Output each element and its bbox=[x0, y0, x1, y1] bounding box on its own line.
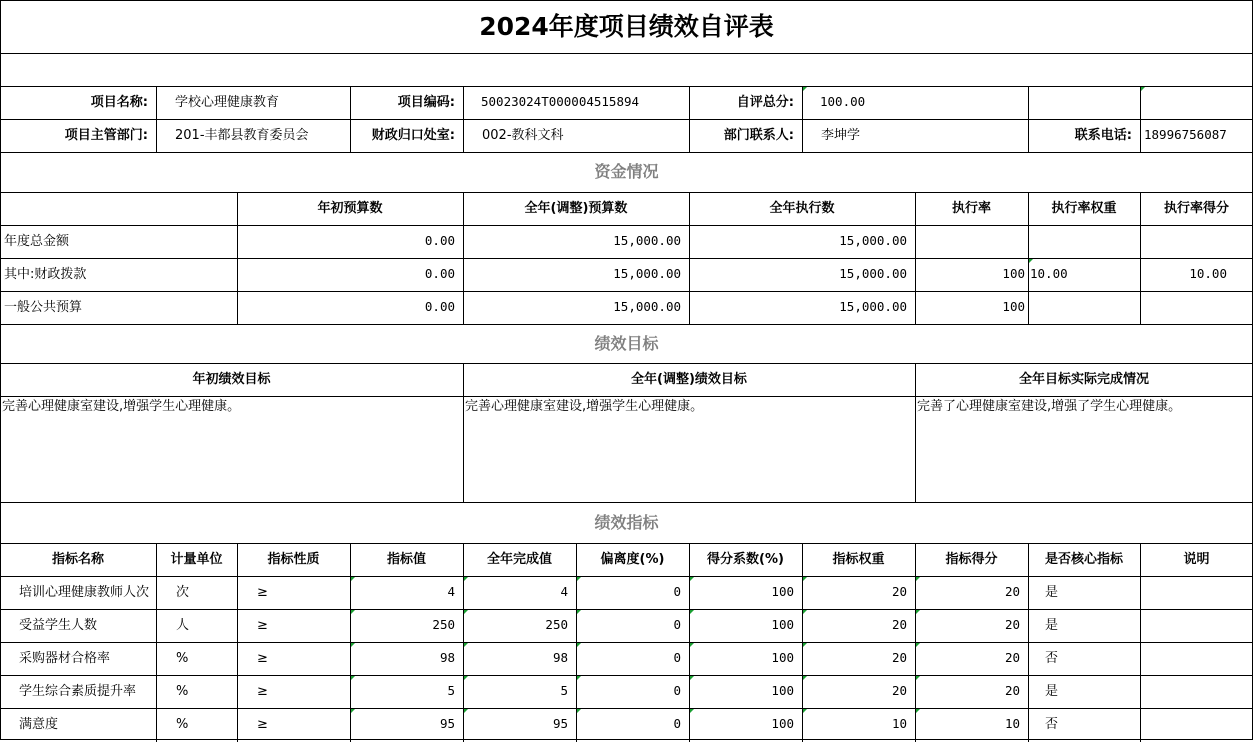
grid-line bbox=[689, 86, 690, 153]
indicator-actual[interactable]: 98 bbox=[552, 650, 568, 666]
grid-line bbox=[0, 258, 1253, 259]
cell-comment-marker bbox=[690, 577, 694, 581]
cell-comment-marker bbox=[351, 676, 355, 680]
grid-line bbox=[1140, 543, 1141, 742]
indicator-actual[interactable]: 5 bbox=[560, 683, 568, 699]
indicator-deviation[interactable]: 0 bbox=[673, 617, 681, 633]
grid-line bbox=[915, 192, 916, 325]
indicator-coefficient[interactable]: 100 bbox=[771, 716, 794, 732]
indicator-score[interactable]: 20 bbox=[1004, 584, 1020, 600]
indicator-deviation[interactable]: 0 bbox=[673, 584, 681, 600]
funds-weight[interactable] bbox=[1028, 225, 1140, 258]
funds-exec-rate[interactable] bbox=[915, 225, 1028, 258]
page-title: 2024年度项目绩效自评表 bbox=[479, 12, 774, 41]
cell-comment-marker bbox=[803, 610, 807, 614]
indicators-header: 全年完成值 bbox=[486, 552, 552, 567]
grid-line bbox=[689, 192, 690, 325]
grid-line bbox=[0, 0, 1253, 1]
funds-executed[interactable]: 15,000.00 bbox=[839, 266, 907, 282]
finance-office-label: 财政归口处室: bbox=[371, 128, 455, 143]
grid-line bbox=[463, 363, 464, 503]
project-name-label: 项目名称: bbox=[90, 95, 148, 110]
total-score-value[interactable]: 100.00 bbox=[820, 94, 866, 110]
indicator-name[interactable]: 培训心理健康教师人次 bbox=[19, 585, 150, 600]
funds-executed[interactable]: 15,000.00 bbox=[839, 233, 907, 249]
cell-comment-marker bbox=[803, 676, 807, 680]
indicator-coefficient[interactable]: 100 bbox=[771, 683, 794, 699]
indicator-target[interactable]: 250 bbox=[432, 617, 455, 633]
indicator-core[interactable]: 是 bbox=[1045, 585, 1059, 600]
grid-line bbox=[0, 152, 1253, 153]
funds-score[interactable]: 10.00 bbox=[1189, 266, 1227, 282]
indicator-actual[interactable]: 4 bbox=[560, 584, 568, 600]
phone-label: 联系电话: bbox=[1074, 128, 1132, 143]
cell-comment-marker bbox=[577, 676, 581, 680]
indicator-actual[interactable]: 95 bbox=[552, 716, 568, 732]
indicators-section-title: 绩效指标 bbox=[594, 512, 659, 532]
indicator-score[interactable]: 20 bbox=[1004, 650, 1020, 666]
indicator-name[interactable]: 满意度 bbox=[19, 717, 59, 732]
indicator-note[interactable] bbox=[1140, 576, 1253, 609]
cell-comment-marker bbox=[690, 643, 694, 647]
funds-header: 执行率 bbox=[951, 201, 991, 216]
indicators-header: 偏离度(%) bbox=[600, 552, 665, 567]
grid-line bbox=[0, 543, 1253, 544]
grid-line bbox=[0, 502, 1253, 503]
funds-header: 执行率得分 bbox=[1163, 201, 1229, 216]
funds-adjusted-budget[interactable]: 15,000.00 bbox=[613, 266, 681, 282]
grid-line bbox=[0, 363, 1253, 364]
cell-comment-marker bbox=[351, 709, 355, 713]
grid-line bbox=[0, 192, 1253, 193]
indicator-target[interactable]: 98 bbox=[439, 650, 455, 666]
contact-value[interactable]: 李坤学 bbox=[821, 128, 861, 143]
indicator-core[interactable]: 是 bbox=[1045, 618, 1059, 633]
initial-goal-text[interactable]: 完善心理健康室建设,增强学生心理健康。 bbox=[2, 399, 241, 414]
indicator-name[interactable]: 受益学生人数 bbox=[19, 618, 98, 633]
indicator-core[interactable]: 否 bbox=[1045, 651, 1059, 666]
indicator-score[interactable]: 10 bbox=[1004, 716, 1020, 732]
grid-line bbox=[0, 609, 1253, 610]
funds-initial-budget[interactable]: 0.00 bbox=[424, 266, 455, 282]
indicator-nature[interactable]: ≥ bbox=[257, 618, 268, 633]
indicators-header: 指标得分 bbox=[945, 552, 998, 567]
grid-line bbox=[0, 291, 1253, 292]
indicator-weight[interactable]: 20 bbox=[891, 617, 907, 633]
grid-line bbox=[1028, 543, 1029, 742]
indicators-header: 指标名称 bbox=[51, 552, 104, 567]
indicator-coefficient[interactable]: 100 bbox=[771, 584, 794, 600]
cell-comment-marker bbox=[916, 643, 920, 647]
funds-initial-budget[interactable]: 0.00 bbox=[424, 233, 455, 249]
indicator-target[interactable]: 5 bbox=[447, 683, 455, 699]
indicator-unit[interactable]: % bbox=[176, 717, 189, 732]
indicator-unit[interactable]: 人 bbox=[176, 618, 190, 633]
cell-comment-marker bbox=[577, 610, 581, 614]
cell-comment-marker bbox=[577, 577, 581, 581]
indicator-unit[interactable]: % bbox=[176, 651, 189, 666]
grid-line bbox=[0, 675, 1253, 676]
funds-section-title: 资金情况 bbox=[594, 162, 659, 181]
empty-cell[interactable] bbox=[1028, 86, 1140, 119]
indicator-nature[interactable]: ≥ bbox=[257, 684, 268, 699]
grid-line bbox=[0, 708, 1253, 709]
cell-comment-marker bbox=[690, 709, 694, 713]
cell-comment-marker bbox=[351, 610, 355, 614]
indicator-note[interactable] bbox=[1140, 708, 1253, 741]
goals-header: 全年(调整)绩效目标 bbox=[631, 372, 747, 387]
cell-comment-marker bbox=[1141, 87, 1145, 91]
grid-line bbox=[0, 396, 1253, 397]
adjusted-goal-text[interactable]: 完善心理健康室建设,增强学生心理健康。 bbox=[465, 399, 704, 414]
cell-comment-marker bbox=[916, 676, 920, 680]
grid-line bbox=[156, 86, 157, 153]
funds-adjusted-budget[interactable]: 15,000.00 bbox=[613, 299, 681, 315]
goals-section-title: 绩效目标 bbox=[594, 333, 659, 353]
indicator-deviation[interactable]: 0 bbox=[673, 683, 681, 699]
indicator-weight[interactable]: 20 bbox=[891, 650, 907, 666]
indicator-unit[interactable]: % bbox=[176, 684, 189, 699]
actual-goal-text[interactable]: 完善了心理健康室建设,增强了学生心理健康。 bbox=[917, 399, 1182, 414]
funds-score[interactable] bbox=[1140, 225, 1253, 258]
indicator-note[interactable] bbox=[1140, 609, 1253, 642]
cell-comment-marker bbox=[916, 610, 920, 614]
indicator-note[interactable] bbox=[1140, 642, 1253, 675]
indicator-deviation[interactable]: 0 bbox=[673, 650, 681, 666]
cell-comment-marker bbox=[803, 709, 807, 713]
funds-header: 年初预算数 bbox=[317, 201, 383, 216]
indicators-header: 计量单位 bbox=[170, 552, 223, 567]
funds-header-blank bbox=[0, 192, 237, 225]
funds-row-name: 一般公共预算 bbox=[4, 300, 83, 315]
indicator-actual[interactable]: 250 bbox=[545, 617, 568, 633]
cell-comment-marker bbox=[690, 610, 694, 614]
contact-label: 部门联系人: bbox=[723, 128, 794, 143]
indicator-nature[interactable]: ≥ bbox=[257, 717, 268, 732]
empty-cell[interactable] bbox=[1140, 86, 1253, 119]
grid-line bbox=[1140, 192, 1141, 325]
indicator-target[interactable]: 4 bbox=[447, 584, 455, 600]
funds-row-name: 年度总金额 bbox=[4, 234, 70, 249]
indicator-nature[interactable]: ≥ bbox=[257, 585, 268, 600]
cell-comment-marker bbox=[803, 87, 807, 91]
indicators-header: 指标值 bbox=[386, 552, 426, 567]
finance-office-value[interactable]: 002-教科文科 bbox=[482, 128, 564, 143]
grid-line bbox=[0, 642, 1253, 643]
funds-score[interactable] bbox=[1140, 291, 1253, 324]
indicator-score[interactable]: 20 bbox=[1004, 617, 1020, 633]
cell-comment-marker bbox=[577, 709, 581, 713]
cell-comment-marker bbox=[351, 577, 355, 581]
grid-line bbox=[0, 324, 1253, 325]
funds-weight[interactable]: 10.00 bbox=[1030, 266, 1068, 282]
indicator-core[interactable]: 是 bbox=[1045, 684, 1059, 699]
grid-line bbox=[463, 86, 464, 153]
funds-header: 执行率权重 bbox=[1051, 201, 1117, 216]
project-code-value[interactable]: 50023024T000004515894 bbox=[481, 94, 640, 110]
indicators-header: 指标权重 bbox=[832, 552, 885, 567]
indicators-header: 得分系数(%) bbox=[707, 552, 784, 567]
indicators-header: 说明 bbox=[1183, 552, 1210, 567]
grid-line bbox=[0, 53, 1253, 54]
grid-line bbox=[0, 225, 1253, 226]
indicator-weight[interactable]: 10 bbox=[891, 716, 907, 732]
funds-row-name: 其中:财政拨款 bbox=[4, 267, 87, 282]
indicator-unit[interactable]: 次 bbox=[176, 585, 190, 600]
grid-line bbox=[1028, 86, 1029, 153]
indicator-name[interactable]: 采购器材合格率 bbox=[19, 651, 111, 666]
indicators-header: 是否核心指标 bbox=[1044, 552, 1123, 567]
indicator-weight[interactable]: 20 bbox=[891, 683, 907, 699]
goals-header: 年初绩效目标 bbox=[192, 372, 271, 387]
indicator-note[interactable] bbox=[1140, 675, 1253, 708]
funds-adjusted-budget[interactable]: 15,000.00 bbox=[613, 233, 681, 249]
dept-value[interactable]: 201-丰都县教育委员会 bbox=[175, 128, 309, 143]
indicator-name[interactable]: 学生综合素质提升率 bbox=[19, 684, 137, 699]
cell-comment-marker bbox=[916, 709, 920, 713]
project-code-label: 项目编码: bbox=[397, 95, 455, 110]
cell-comment-marker bbox=[577, 643, 581, 647]
indicator-nature[interactable]: ≥ bbox=[257, 651, 268, 666]
grid-line bbox=[915, 363, 916, 503]
funds-exec-rate[interactable]: 100 bbox=[1002, 299, 1025, 315]
indicator-weight[interactable]: 20 bbox=[891, 584, 907, 600]
indicator-core[interactable]: 否 bbox=[1045, 717, 1059, 732]
indicator-deviation[interactable]: 0 bbox=[673, 716, 681, 732]
grid-line bbox=[237, 543, 238, 742]
cell-comment-marker bbox=[464, 577, 468, 581]
grid-line bbox=[802, 86, 803, 153]
total-score-label: 自评总分: bbox=[736, 95, 794, 110]
indicators-header: 指标性质 bbox=[267, 552, 320, 567]
indicator-score[interactable]: 20 bbox=[1004, 683, 1020, 699]
cell-comment-marker bbox=[464, 709, 468, 713]
dept-label: 项目主管部门: bbox=[64, 128, 148, 143]
funds-header: 全年(调整)预算数 bbox=[524, 201, 628, 216]
cell-comment-marker bbox=[690, 676, 694, 680]
indicator-coefficient[interactable]: 100 bbox=[771, 617, 794, 633]
funds-initial-budget[interactable]: 0.00 bbox=[424, 299, 455, 315]
indicator-coefficient[interactable]: 100 bbox=[771, 650, 794, 666]
cell-comment-marker bbox=[464, 676, 468, 680]
grid-line bbox=[0, 119, 1253, 120]
grid-line bbox=[0, 86, 1253, 87]
cell-comment-marker bbox=[1029, 259, 1033, 263]
phone-value[interactable]: 18996756087 bbox=[1144, 127, 1227, 143]
grid-line bbox=[0, 576, 1253, 577]
grid-line bbox=[156, 543, 157, 742]
cell-comment-marker bbox=[803, 643, 807, 647]
goals-header: 全年目标实际完成情况 bbox=[1018, 372, 1149, 387]
funds-header: 全年执行数 bbox=[769, 201, 835, 216]
cell-comment-marker bbox=[464, 610, 468, 614]
funds-exec-rate[interactable]: 100 bbox=[1002, 266, 1025, 282]
project-name-value[interactable]: 学校心理健康教育 bbox=[175, 95, 280, 110]
cell-comment-marker bbox=[916, 577, 920, 581]
funds-weight[interactable] bbox=[1028, 291, 1140, 324]
grid-line bbox=[0, 0, 1, 740]
cell-comment-marker bbox=[351, 643, 355, 647]
grid-line bbox=[463, 192, 464, 325]
funds-executed[interactable]: 15,000.00 bbox=[839, 299, 907, 315]
cell-comment-marker bbox=[803, 577, 807, 581]
indicator-target[interactable]: 95 bbox=[439, 716, 455, 732]
grid-line bbox=[1140, 86, 1141, 153]
grid-line bbox=[237, 192, 238, 325]
grid-line bbox=[350, 86, 351, 153]
cell-comment-marker bbox=[464, 643, 468, 647]
